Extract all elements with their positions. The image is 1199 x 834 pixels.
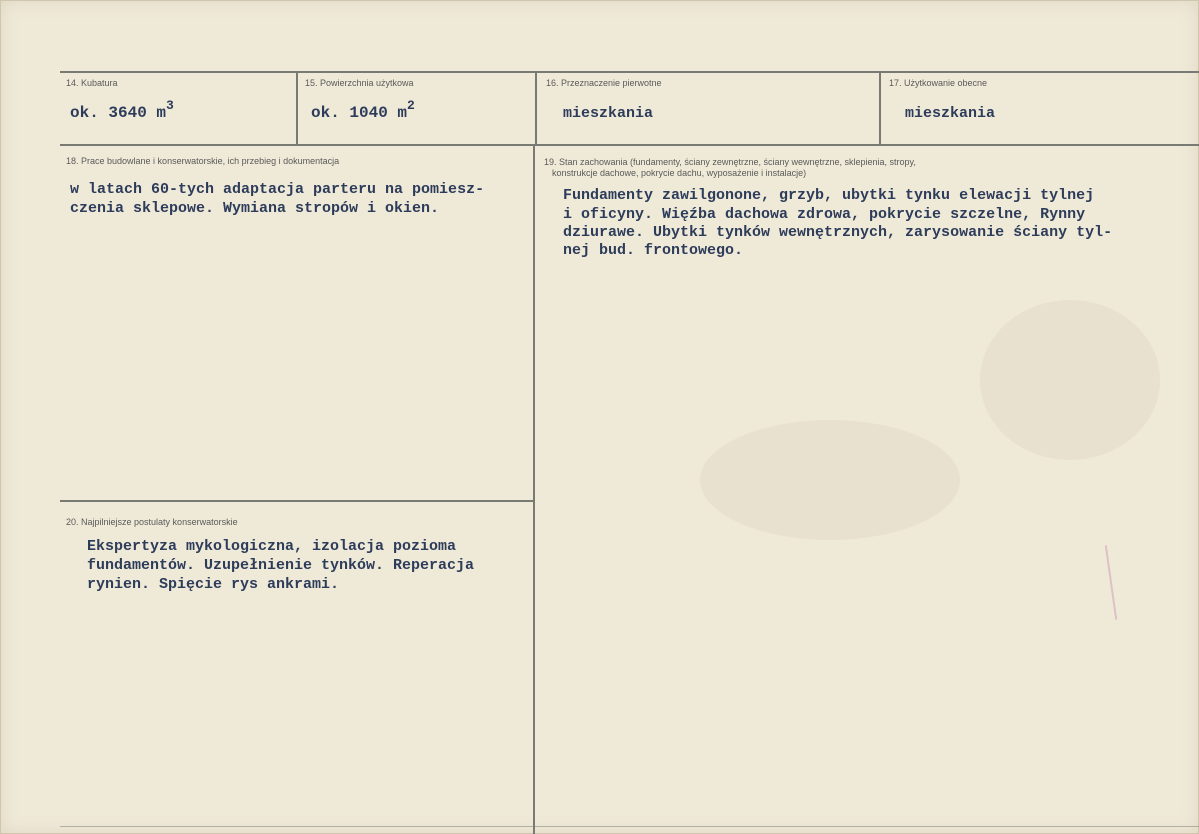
bottom-rule bbox=[60, 826, 1199, 827]
powierzchnia-exponent: 2 bbox=[407, 98, 415, 113]
paper-stain bbox=[700, 420, 960, 540]
stan-line: nej bud. frontowego. bbox=[563, 242, 744, 259]
divider-main bbox=[533, 144, 535, 834]
ink-mark bbox=[1105, 545, 1117, 620]
stan-line: dziurawe. Ubytki tynków wewnętrznych, zarysowanie ściany tyl- bbox=[563, 224, 1113, 241]
stan-label-line: 19. Stan zachowania (fundamenty, ściany zewnętrzne, ściany wewnętrzne, sklepienia, stropy, bbox=[544, 157, 916, 167]
uzytkowanie-label: 17. Użytkowanie obecne bbox=[889, 78, 988, 88]
prace-line: w latach 60-tych adaptacja parteru na pomiesz- bbox=[70, 181, 485, 198]
divider-15-16 bbox=[535, 71, 537, 145]
stan-line: Fundamenty zawilgonone, grzyb, ubytki tynku elewacji tylnej bbox=[563, 187, 1095, 204]
stan-label-line: konstrukcje dachowe, pokrycie dachu, wyposażenie i instalacje) bbox=[552, 168, 807, 178]
kubatura-exponent: 3 bbox=[166, 98, 174, 113]
powierzchnia-number: ok. 1040 m bbox=[311, 104, 408, 122]
section18-rule bbox=[60, 500, 533, 502]
divider-14-15 bbox=[296, 71, 298, 145]
przeznaczenie-label: 16. Przeznaczenie pierwotne bbox=[546, 78, 662, 88]
postulaty-line: Ekspertyza mykologiczna, izolacja pozioma bbox=[87, 538, 457, 555]
postulaty-label: 20. Najpilniejsze postulaty konserwatorskie bbox=[66, 517, 238, 527]
row1-rule bbox=[60, 144, 1199, 146]
powierzchnia-label: 15. Powierzchnia użytkowa bbox=[305, 78, 414, 88]
top-rule bbox=[60, 71, 1199, 73]
kubatura-number: ok. 3640 m bbox=[70, 104, 167, 122]
prace-line: czenia sklepowe. Wymiana stropów i okien. bbox=[70, 200, 440, 217]
postulaty-line: rynien. Spięcie rys ankrami. bbox=[87, 576, 340, 593]
kubatura-value bbox=[70, 98, 174, 123]
uzytkowanie-value: mieszkania bbox=[905, 105, 996, 122]
divider-16-17 bbox=[879, 71, 881, 145]
prace-label: 18. Prace budowlane i konserwatorskie, ich przebieg i dokumentacja bbox=[66, 156, 340, 166]
kubatura-label: 14. Kubatura bbox=[66, 78, 118, 88]
postulaty-line: fundamentów. Uzupełnienie tynków. Reperacja bbox=[87, 557, 475, 574]
powierzchnia-value bbox=[311, 98, 415, 123]
przeznaczenie-value: mieszkania bbox=[563, 105, 654, 122]
paper-stain bbox=[980, 300, 1160, 460]
stan-line: i oficyny. Więźba dachowa zdrowa, pokrycie szczelne, Rynny bbox=[563, 206, 1086, 223]
